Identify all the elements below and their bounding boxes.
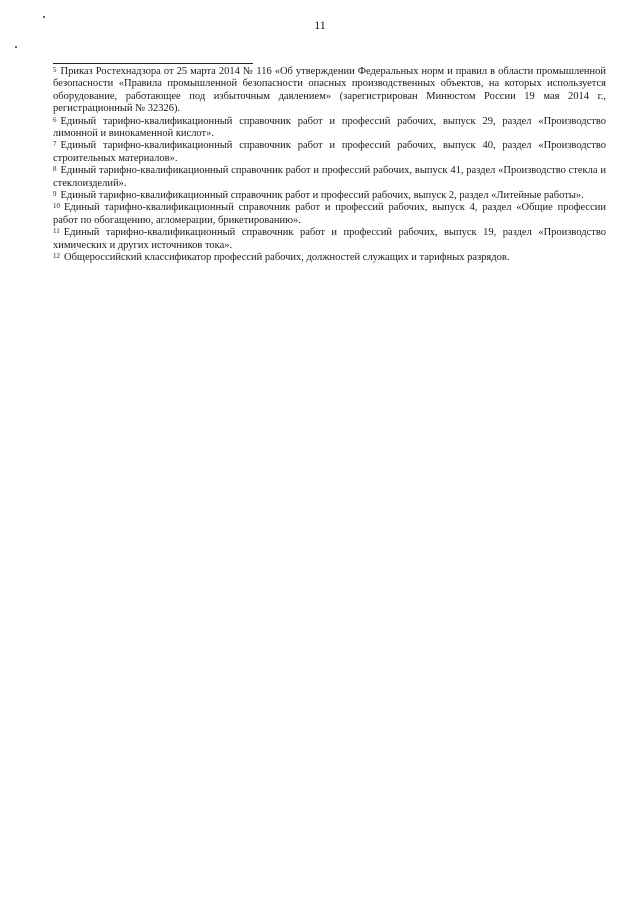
footnote-12 xyxy=(53,252,606,264)
footnote-mark: 11 xyxy=(53,227,60,236)
footnote-text: Общероссийский классификатор профессий рабочих, должностей служащих и тарифных разрядов. xyxy=(64,252,510,264)
footnote-mark: 12 xyxy=(53,252,60,261)
footnote-mark: 6 xyxy=(53,115,57,124)
footnote-mark: 10 xyxy=(53,202,60,211)
scan-speck xyxy=(15,46,17,48)
footnote-mark: 9 xyxy=(53,190,57,199)
footnote-5 xyxy=(53,66,606,116)
footnote-6 xyxy=(53,116,606,141)
footnote-10 xyxy=(53,202,606,227)
footnote-text: Приказ Ростехнадзора от 25 марта 2014 № 116 «Об утверждении Федеральных норм и правил в области промышленной безопасности «Правила промышленной безопасности опасных производственных объектов, на которых используется оборудование, работающее под избыточным давлением» (зарегистрирован Минюстом России 19 мая 2014 г., регистрационный № 32326). xyxy=(53,66,606,115)
footnote-separator xyxy=(53,63,253,64)
footnote-9 xyxy=(53,190,606,202)
footnote-8 xyxy=(53,165,606,190)
footnote-11 xyxy=(53,227,606,252)
footnote-mark: 8 xyxy=(53,165,57,174)
footnote-text: Единый тарифно-квалификационный справочник работ и профессий рабочих, выпуск 2, раздел «Литейные работы». xyxy=(60,190,584,202)
footnote-text: Единый тарифно-квалификационный справочник работ и профессий рабочих, выпуск 41, раздел «Производство стекла и стеклоизделий». xyxy=(53,165,606,189)
footnote-text: Единый тарифно-квалификационный справочник работ и профессий рабочих, выпуск 40, раздел «Производство строительных материалов». xyxy=(53,140,606,164)
footnote-mark: 7 xyxy=(53,140,57,149)
footnote-text: Единый тарифно-квалификационный справочник работ и профессий рабочих, выпуск 29, раздел «Производство лимонной и винокаменной кислот». xyxy=(53,115,606,140)
footnote-mark: 5 xyxy=(53,66,57,74)
footnote-text: Единый тарифно-квалификационный справочник работ и профессий рабочих, выпуск 19, раздел «Производство химических и других источников тока». xyxy=(53,227,606,251)
footnotes xyxy=(53,66,606,265)
page-number: 11 xyxy=(314,18,326,32)
footnote-7 xyxy=(53,140,606,165)
footnote-text: Единый тарифно-квалификационный справочник работ и профессий рабочих, выпуск 4, раздел «Общие профессии работ по обогащению, агломерации, брикетированию». xyxy=(53,202,606,226)
